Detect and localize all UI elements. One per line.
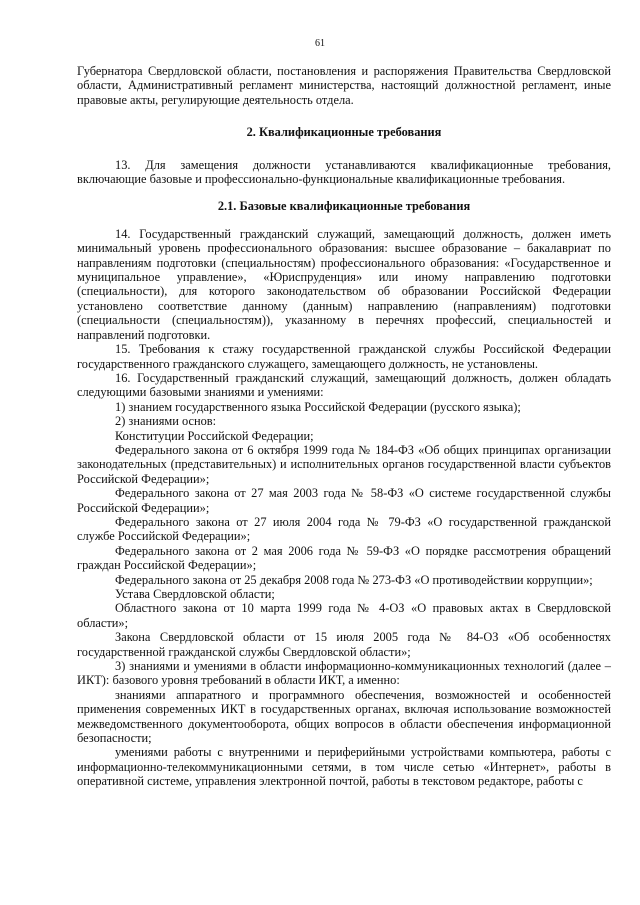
list-item-law-273: Федерального закона от 25 декабря 2008 года № 273-ФЗ «О противодействии коррупции»; xyxy=(115,572,593,587)
list-item-law-84oz: Закона Свердловской области от 15 июля 2005 года № 84-ОЗ «Об особенностях государственной гражданской службы Свердловской области»; xyxy=(77,630,611,659)
subsection-heading-basic-requirements: 2.1. Базовые квалификационные требования xyxy=(217,199,471,214)
list-item-law-79: Федерального закона от 27 июля 2004 года № 79-ФЗ «О государственной гражданской службе Российской Федерации»; xyxy=(77,514,611,544)
section-heading-qualification: 2. Квалификационные требования xyxy=(246,125,442,140)
ikt-skills-paragraph: умениями работы с внутренними и периферийными устройствами компьютера, работы с информационно-телекоммуникационными сетями, в том числе сетью «Интернет», работы в оперативной системе, управления электронной почтой, работы в текстовом редакторе, работы с xyxy=(77,745,611,789)
paragraph-14: 14. Государственный гражданский служащий, замещающий должность, должен иметь минимальный уровень профессионального образования: высшее образование – бакалавриат по направлениям подготовки (специальностям) профессионального образования: «Государственное и муниципальное управление», «Юриспруденция» или иному направлению подготовки (специальности), для которого законодательством об образовании Российской Федерации установлено соответствие данному (данным) направлению (направлениям) подготовки (специальности (специальностям)), указанному в перечнях профессий, специальностей и направлений подготовки. xyxy=(77,226,611,342)
list-item-constitution: Конституции Российской Федерации; xyxy=(115,428,314,443)
list-item-charter: Устава Свердловской области; xyxy=(115,587,275,601)
list-item-law-4oz: Областного закона от 10 марта 1999 года № 4-ОЗ «О правовых актах в Свердловской области»; xyxy=(77,601,611,630)
paragraph-13: 13. Для замещения должности устанавливаются квалификационные требования, включающие базовые и профессионально-функциональные квалификационные требования. xyxy=(77,157,611,187)
list-item-law-184: Федерального закона от 6 октября 1999 года № 184-ФЗ «Об общих принципах организации законодательных (представительных) и исполнительных органов государственной власти субъектов Российской Федерации»; xyxy=(77,442,611,486)
list-item-law-59: Федерального закона от 2 мая 2006 года № 59-ФЗ «О порядке рассмотрения обращений граждан Российской Федерации»; xyxy=(77,543,611,573)
intro-paragraph: Губернатора Свердловской области, постановления и распоряжения Правительства Свердловской области, Административный регламент министерства, настоящий должностной регламент, иные правовые акты, регулирующие деятельность отдела. xyxy=(77,64,611,107)
paragraph-16-item-3: 3) знаниями и умениями в области информационно-коммуникационных технологий (далее – ИКТ): базового уровня требований в области ИКТ, а именно: xyxy=(77,659,611,688)
paragraph-16: 16. Государственный гражданский служащий, замещающий должность, должен обладать следующими базовыми знаниями и умениями: xyxy=(77,370,611,400)
paragraph-16-item-1: 1) знанием государственного языка Российской Федерации (русского языка); xyxy=(115,399,521,414)
document-body xyxy=(77,64,611,789)
list-item-law-58: Федерального закона от 27 мая 2003 года № 58-ФЗ «О системе государственной службы Российской Федерации»; xyxy=(77,486,611,515)
paragraph-16-item-2: 2) знаниями основ: xyxy=(115,414,217,429)
paragraph-15: 15. Требования к стажу государственной гражданской службы Российской Федерации государственного гражданского служащего, замещающего должность, не установлены. xyxy=(77,342,611,371)
page-number: 61 xyxy=(315,38,325,49)
ikt-knowledge-paragraph: знаниями аппаратного и программного обеспечения, возможностей и особенностей применения современных ИКТ в государственных органах, включая использование возможностей межведомственного документооборота, общих вопросов в области обеспечения информационной безопасности; xyxy=(77,687,611,746)
